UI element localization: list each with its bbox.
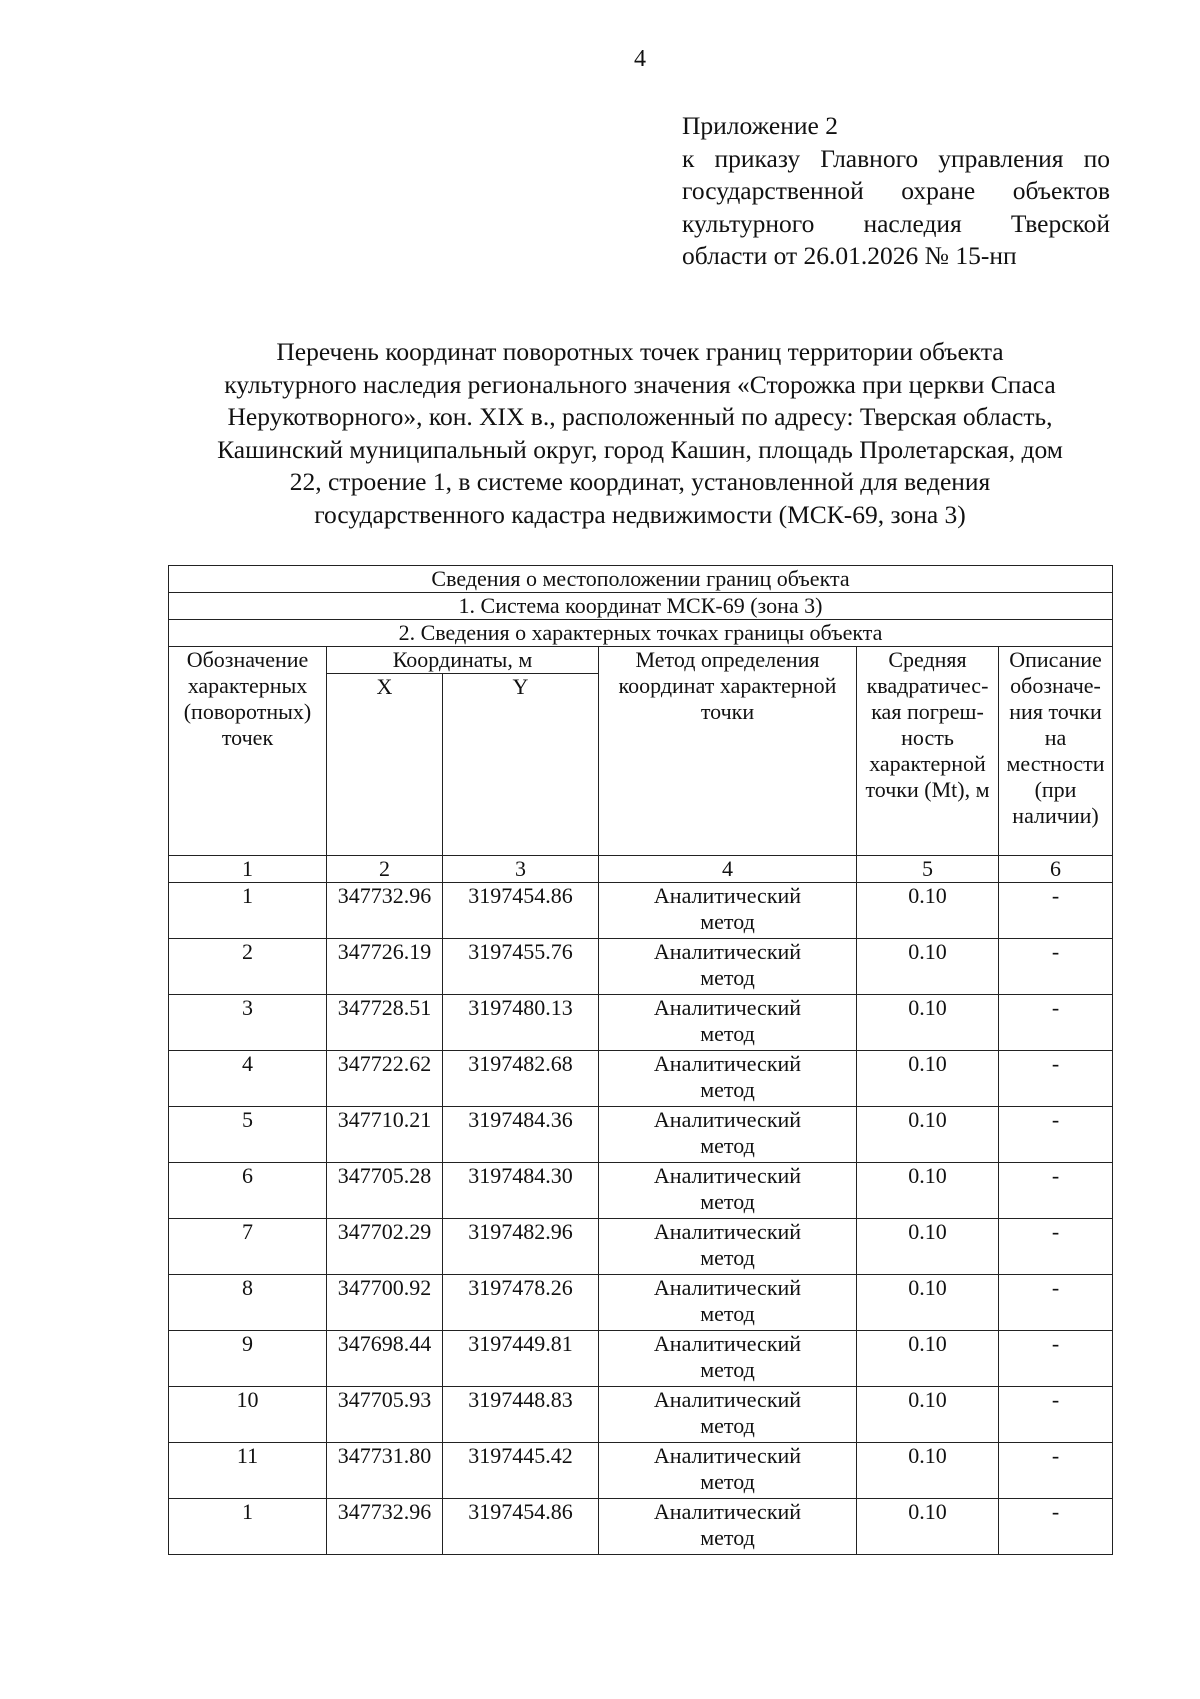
error-cell: 0.10 [857, 1219, 999, 1275]
page-number: 4 [634, 46, 646, 72]
table-row [169, 1331, 1113, 1387]
method-cell [599, 1499, 857, 1555]
table-row [169, 1499, 1113, 1555]
description-cell: - [999, 1107, 1113, 1163]
method-line: Аналитический [653, 1387, 802, 1412]
column-number: 2 [327, 856, 443, 883]
x-cell: 347732.96 [327, 1499, 443, 1555]
col-header-error: Средняя квадратичес-кая погреш-ность характерной точки (Mt), м [857, 647, 999, 856]
table-row [169, 1163, 1113, 1219]
method-line: метод [700, 1133, 755, 1158]
method-line: метод [700, 909, 755, 934]
point-cell: 11 [169, 1443, 327, 1499]
method-line: метод [700, 1245, 755, 1270]
method-cell [599, 1275, 857, 1331]
error-cell: 0.10 [857, 1275, 999, 1331]
column-number: 4 [599, 856, 857, 883]
column-numbers-row [169, 856, 1113, 883]
method-cell [599, 1107, 857, 1163]
x-cell: 347705.93 [327, 1387, 443, 1443]
error-cell: 0.10 [857, 1051, 999, 1107]
table-row [169, 1443, 1113, 1499]
point-cell: 9 [169, 1331, 327, 1387]
point-cell: 8 [169, 1275, 327, 1331]
x-cell: 347710.21 [327, 1107, 443, 1163]
column-number: 1 [169, 856, 327, 883]
description-cell: - [999, 939, 1113, 995]
error-cell: 0.10 [857, 995, 999, 1051]
table-header-system: 1. Система координат МСК-69 (зона 3) [169, 593, 1113, 620]
method-line: Аналитический [653, 883, 802, 908]
table-row [169, 1051, 1113, 1107]
y-cell: 3197480.13 [443, 995, 599, 1051]
table-header-location: Сведения о местоположении границ объекта [169, 566, 1113, 593]
method-line: метод [700, 1413, 755, 1438]
method-line: метод [700, 1469, 755, 1494]
method-line: метод [700, 965, 755, 990]
table-row [169, 995, 1113, 1051]
x-cell: 347731.80 [327, 1443, 443, 1499]
method-line: Аналитический [653, 1443, 802, 1468]
error-cell: 0.10 [857, 939, 999, 995]
column-number: 5 [857, 856, 999, 883]
method-line: метод [700, 1021, 755, 1046]
method-line: Аналитический [653, 1219, 802, 1244]
y-cell: 3197482.68 [443, 1051, 599, 1107]
method-cell [599, 939, 857, 995]
table-header-points: 2. Сведения о характерных точках границы объекта [169, 620, 1113, 647]
point-cell: 5 [169, 1107, 327, 1163]
table-row [169, 883, 1113, 939]
y-cell: 3197454.86 [443, 1499, 599, 1555]
document-title [150, 336, 1130, 531]
table-row [169, 1387, 1113, 1443]
method-cell [599, 1163, 857, 1219]
x-cell: 347732.96 [327, 883, 443, 939]
x-cell: 347705.28 [327, 1163, 443, 1219]
description-cell: - [999, 1387, 1113, 1443]
error-cell: 0.10 [857, 1499, 999, 1555]
error-cell: 0.10 [857, 883, 999, 939]
y-cell: 3197484.36 [443, 1107, 599, 1163]
description-cell: - [999, 995, 1113, 1051]
method-cell [599, 1051, 857, 1107]
y-cell: 3197455.76 [443, 939, 599, 995]
col-header-x: X [327, 674, 443, 856]
error-cell: 0.10 [857, 1331, 999, 1387]
column-number: 3 [443, 856, 599, 883]
method-line: Аналитический [653, 1275, 802, 1300]
method-cell [599, 1219, 857, 1275]
method-line: метод [700, 1301, 755, 1326]
y-cell: 3197448.83 [443, 1387, 599, 1443]
title-line: Кашинский муниципальный округ, город Кашин, площадь Пролетарская, дом [217, 434, 1063, 464]
y-cell: 3197445.42 [443, 1443, 599, 1499]
description-cell: - [999, 1443, 1113, 1499]
error-cell: 0.10 [857, 1443, 999, 1499]
method-line: Аналитический [653, 1163, 802, 1188]
table-row [169, 1219, 1113, 1275]
appendix-line: государственной охране объектов [682, 176, 1110, 205]
method-line: метод [700, 1525, 755, 1550]
description-cell: - [999, 1163, 1113, 1219]
col-header-coords: Координаты, м [327, 647, 599, 674]
error-cell: 0.10 [857, 1387, 999, 1443]
col-header-y: Y [443, 674, 599, 856]
y-cell: 3197449.81 [443, 1331, 599, 1387]
y-cell: 3197484.30 [443, 1163, 599, 1219]
y-cell: 3197478.26 [443, 1275, 599, 1331]
appendix-line: области от 26.01.2026 № 15-нп [682, 241, 1017, 270]
title-line: культурного наследия регионального значения «Сторожка при церкви Спаса [224, 369, 1056, 399]
point-cell: 3 [169, 995, 327, 1051]
point-cell: 4 [169, 1051, 327, 1107]
method-line: Аналитический [653, 1499, 802, 1524]
method-cell [599, 995, 857, 1051]
x-cell: 347698.44 [327, 1331, 443, 1387]
description-cell: - [999, 883, 1113, 939]
description-cell: - [999, 1499, 1113, 1555]
title-line: Нерукотворного», кон. XIX в., расположенный по адресу: Тверская область, [227, 402, 1053, 431]
point-cell: 2 [169, 939, 327, 995]
method-cell [599, 883, 857, 939]
coordinates-table [168, 565, 1113, 1555]
y-cell: 3197482.96 [443, 1219, 599, 1275]
title-line: государственного кадастра недвижимости (МСК-69, зона 3) [314, 499, 966, 529]
table-row [169, 1275, 1113, 1331]
x-cell: 347700.92 [327, 1275, 443, 1331]
method-line: Аналитический [653, 995, 802, 1020]
table-row [169, 939, 1113, 995]
x-cell: 347722.62 [327, 1051, 443, 1107]
point-cell: 1 [169, 883, 327, 939]
method-line: Аналитический [653, 1331, 802, 1356]
point-cell: 1 [169, 1499, 327, 1555]
method-line: метод [700, 1189, 755, 1214]
table-row [169, 1107, 1113, 1163]
description-cell: - [999, 1219, 1113, 1275]
method-line: метод [700, 1357, 755, 1382]
point-cell: 10 [169, 1387, 327, 1443]
appendix-line: Приложение 2 [682, 111, 838, 140]
method-cell [599, 1331, 857, 1387]
description-cell: - [999, 1051, 1113, 1107]
column-number: 6 [999, 856, 1113, 883]
x-cell: 347702.29 [327, 1219, 443, 1275]
y-cell: 3197454.86 [443, 883, 599, 939]
table-body [169, 883, 1113, 1555]
method-line: Аналитический [653, 939, 802, 964]
col-header-description: Описание обозначе-ния точки на местности (при наличии) [999, 647, 1113, 856]
method-cell [599, 1443, 857, 1499]
point-cell: 6 [169, 1163, 327, 1219]
method-line: Аналитический [653, 1051, 802, 1076]
col-header-method: Метод определения координат характерной точки [599, 647, 857, 856]
method-cell [599, 1387, 857, 1443]
point-cell: 7 [169, 1219, 327, 1275]
title-line: 22, строение 1, в системе координат, установленной для ведения [289, 467, 991, 496]
col-header-designation: Обозначение характерных (поворотных) точек [169, 647, 327, 856]
description-cell: - [999, 1331, 1113, 1387]
appendix-header [682, 110, 1110, 273]
error-cell: 0.10 [857, 1163, 999, 1219]
appendix-line: культурного наследия Тверской [682, 208, 1110, 238]
appendix-line: к приказу Главного управления по [682, 143, 1110, 173]
title-line: Перечень координат поворотных точек границ территории объекта [276, 337, 1004, 366]
method-line: метод [700, 1077, 755, 1102]
x-cell: 347728.51 [327, 995, 443, 1051]
x-cell: 347726.19 [327, 939, 443, 995]
method-line: Аналитический [653, 1107, 802, 1132]
description-cell: - [999, 1275, 1113, 1331]
error-cell: 0.10 [857, 1107, 999, 1163]
